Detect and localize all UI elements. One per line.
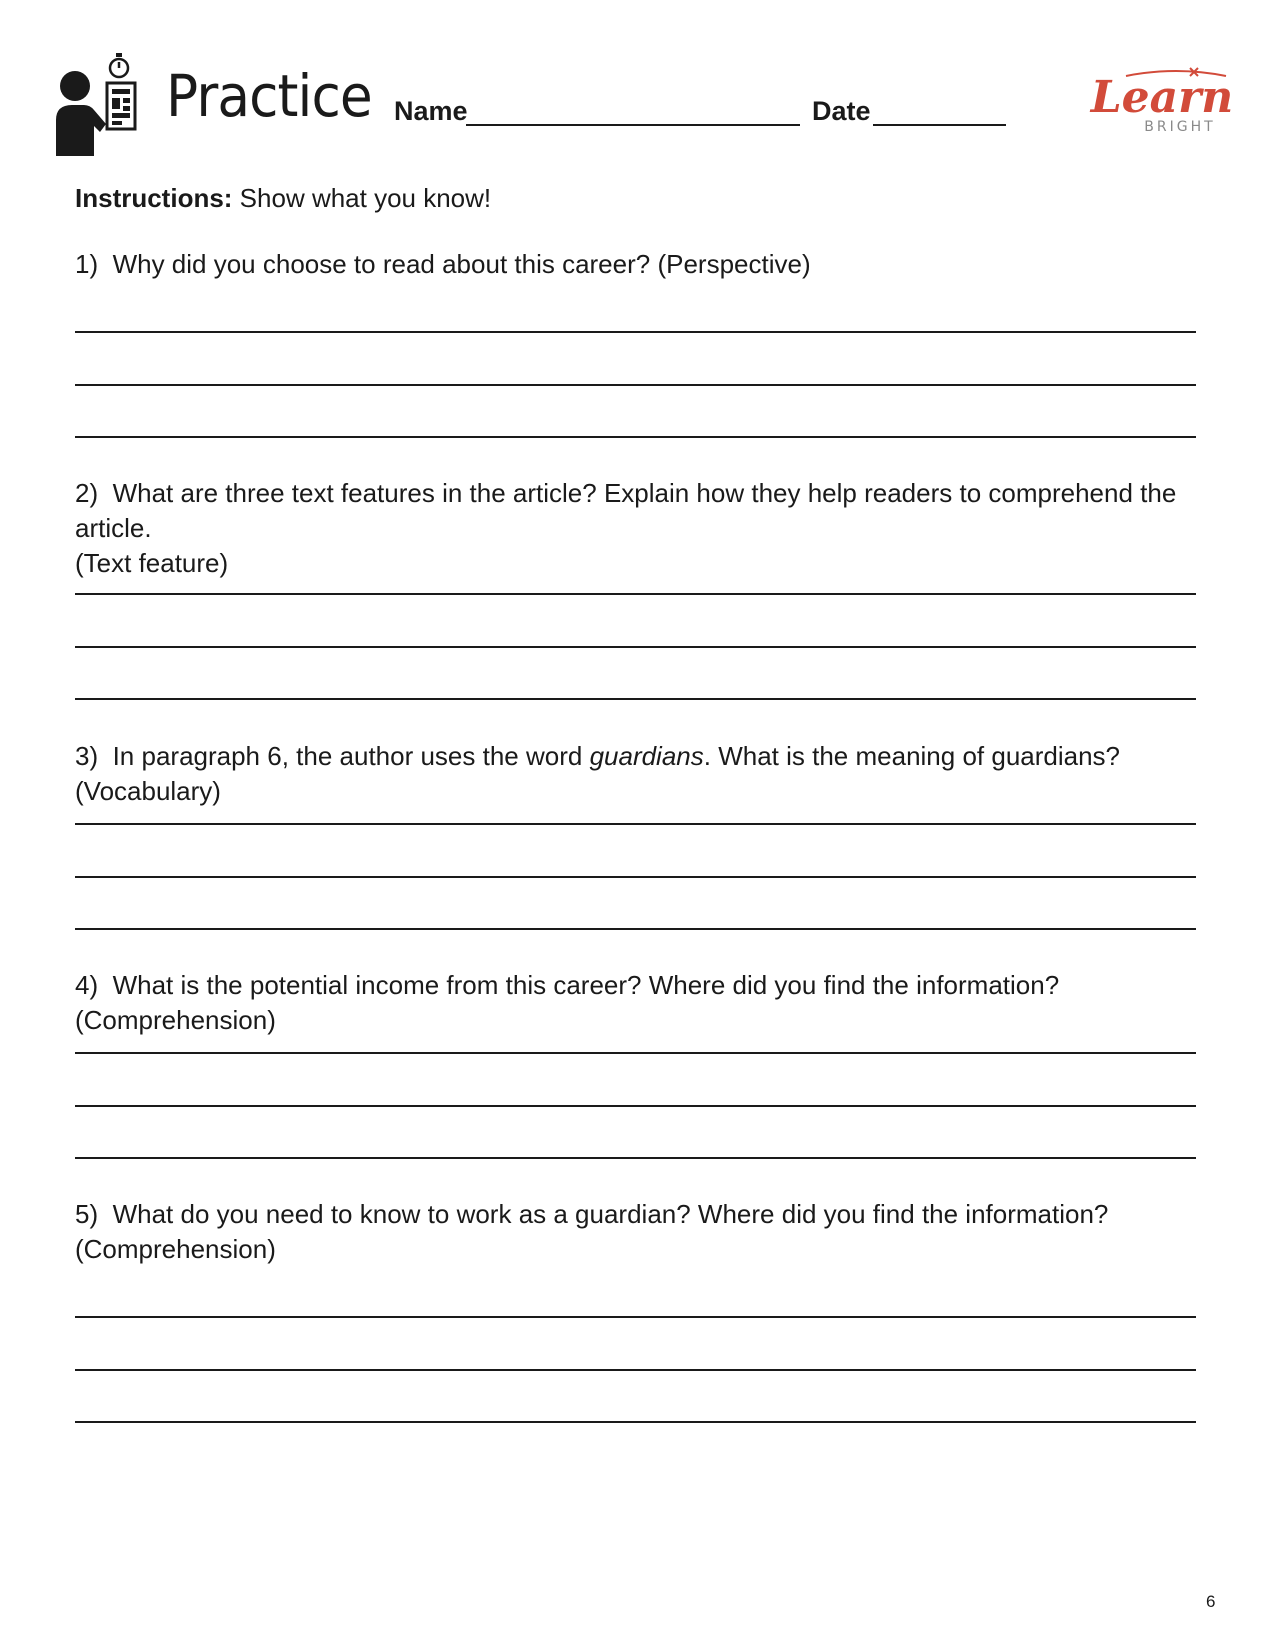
answer-line[interactable]	[75, 823, 1196, 825]
name-label: Name	[394, 96, 468, 126]
question-text-end: . What is the meaning of guardians? (Vocabulary)	[75, 741, 1121, 806]
student-presenting-icon	[54, 50, 140, 156]
logo-sub-text: BRIGHT	[1144, 119, 1216, 135]
question-2	[75, 476, 1195, 581]
answer-line[interactable]	[75, 1052, 1196, 1054]
date-label: Date	[812, 96, 871, 126]
question-text: Why did you choose to read about this career? (Perspective)	[112, 249, 811, 279]
answer-line[interactable]	[75, 928, 1196, 930]
answer-line[interactable]	[75, 876, 1196, 878]
question-number: 5)	[75, 1199, 99, 1229]
date-field[interactable]	[873, 124, 1006, 126]
page-number: 6	[1206, 1592, 1216, 1611]
question-3	[75, 739, 1195, 809]
question-text: What are three text features in the article? Explain how they help readers to comprehend the article.	[75, 478, 1177, 543]
question-number: 3)	[75, 741, 99, 771]
question-text-continued: (Text feature)	[75, 548, 229, 578]
logo-main-text: Learn	[1090, 72, 1234, 123]
question-number: 4)	[75, 970, 99, 1000]
answer-line[interactable]	[75, 646, 1196, 648]
answer-line[interactable]	[75, 436, 1196, 438]
vocabulary-word: guardians	[589, 741, 704, 771]
answer-line[interactable]	[75, 1157, 1196, 1159]
question-text: In paragraph 6, the author uses the word	[112, 741, 590, 771]
question-5	[75, 1197, 1195, 1267]
question-1	[75, 247, 1195, 282]
answer-line[interactable]	[75, 698, 1196, 700]
question-number: 1)	[75, 249, 99, 279]
question-text: What do you need to know to work as a guardian? Where did you find the information?	[112, 1199, 1109, 1229]
learn-bright-logo	[1086, 62, 1238, 142]
answer-line[interactable]	[75, 1316, 1196, 1318]
question-text: What is the potential income from this career? Where did you find the information? (Comprehension)	[75, 970, 1060, 1035]
answer-line[interactable]	[75, 384, 1196, 386]
answer-line[interactable]	[75, 1105, 1196, 1107]
answer-line[interactable]	[75, 1369, 1196, 1371]
answer-line[interactable]	[75, 593, 1196, 595]
page-title: Practice	[166, 62, 372, 130]
instructions-text: Show what you know!	[232, 183, 492, 213]
question-number: 2)	[75, 478, 99, 508]
instructions	[75, 182, 491, 214]
question-4	[75, 968, 1195, 1038]
name-field[interactable]	[466, 124, 800, 126]
instructions-label: Instructions:	[75, 183, 233, 213]
answer-line[interactable]	[75, 331, 1196, 333]
answer-line[interactable]	[75, 1421, 1196, 1423]
question-text-continued: (Comprehension)	[75, 1234, 276, 1264]
